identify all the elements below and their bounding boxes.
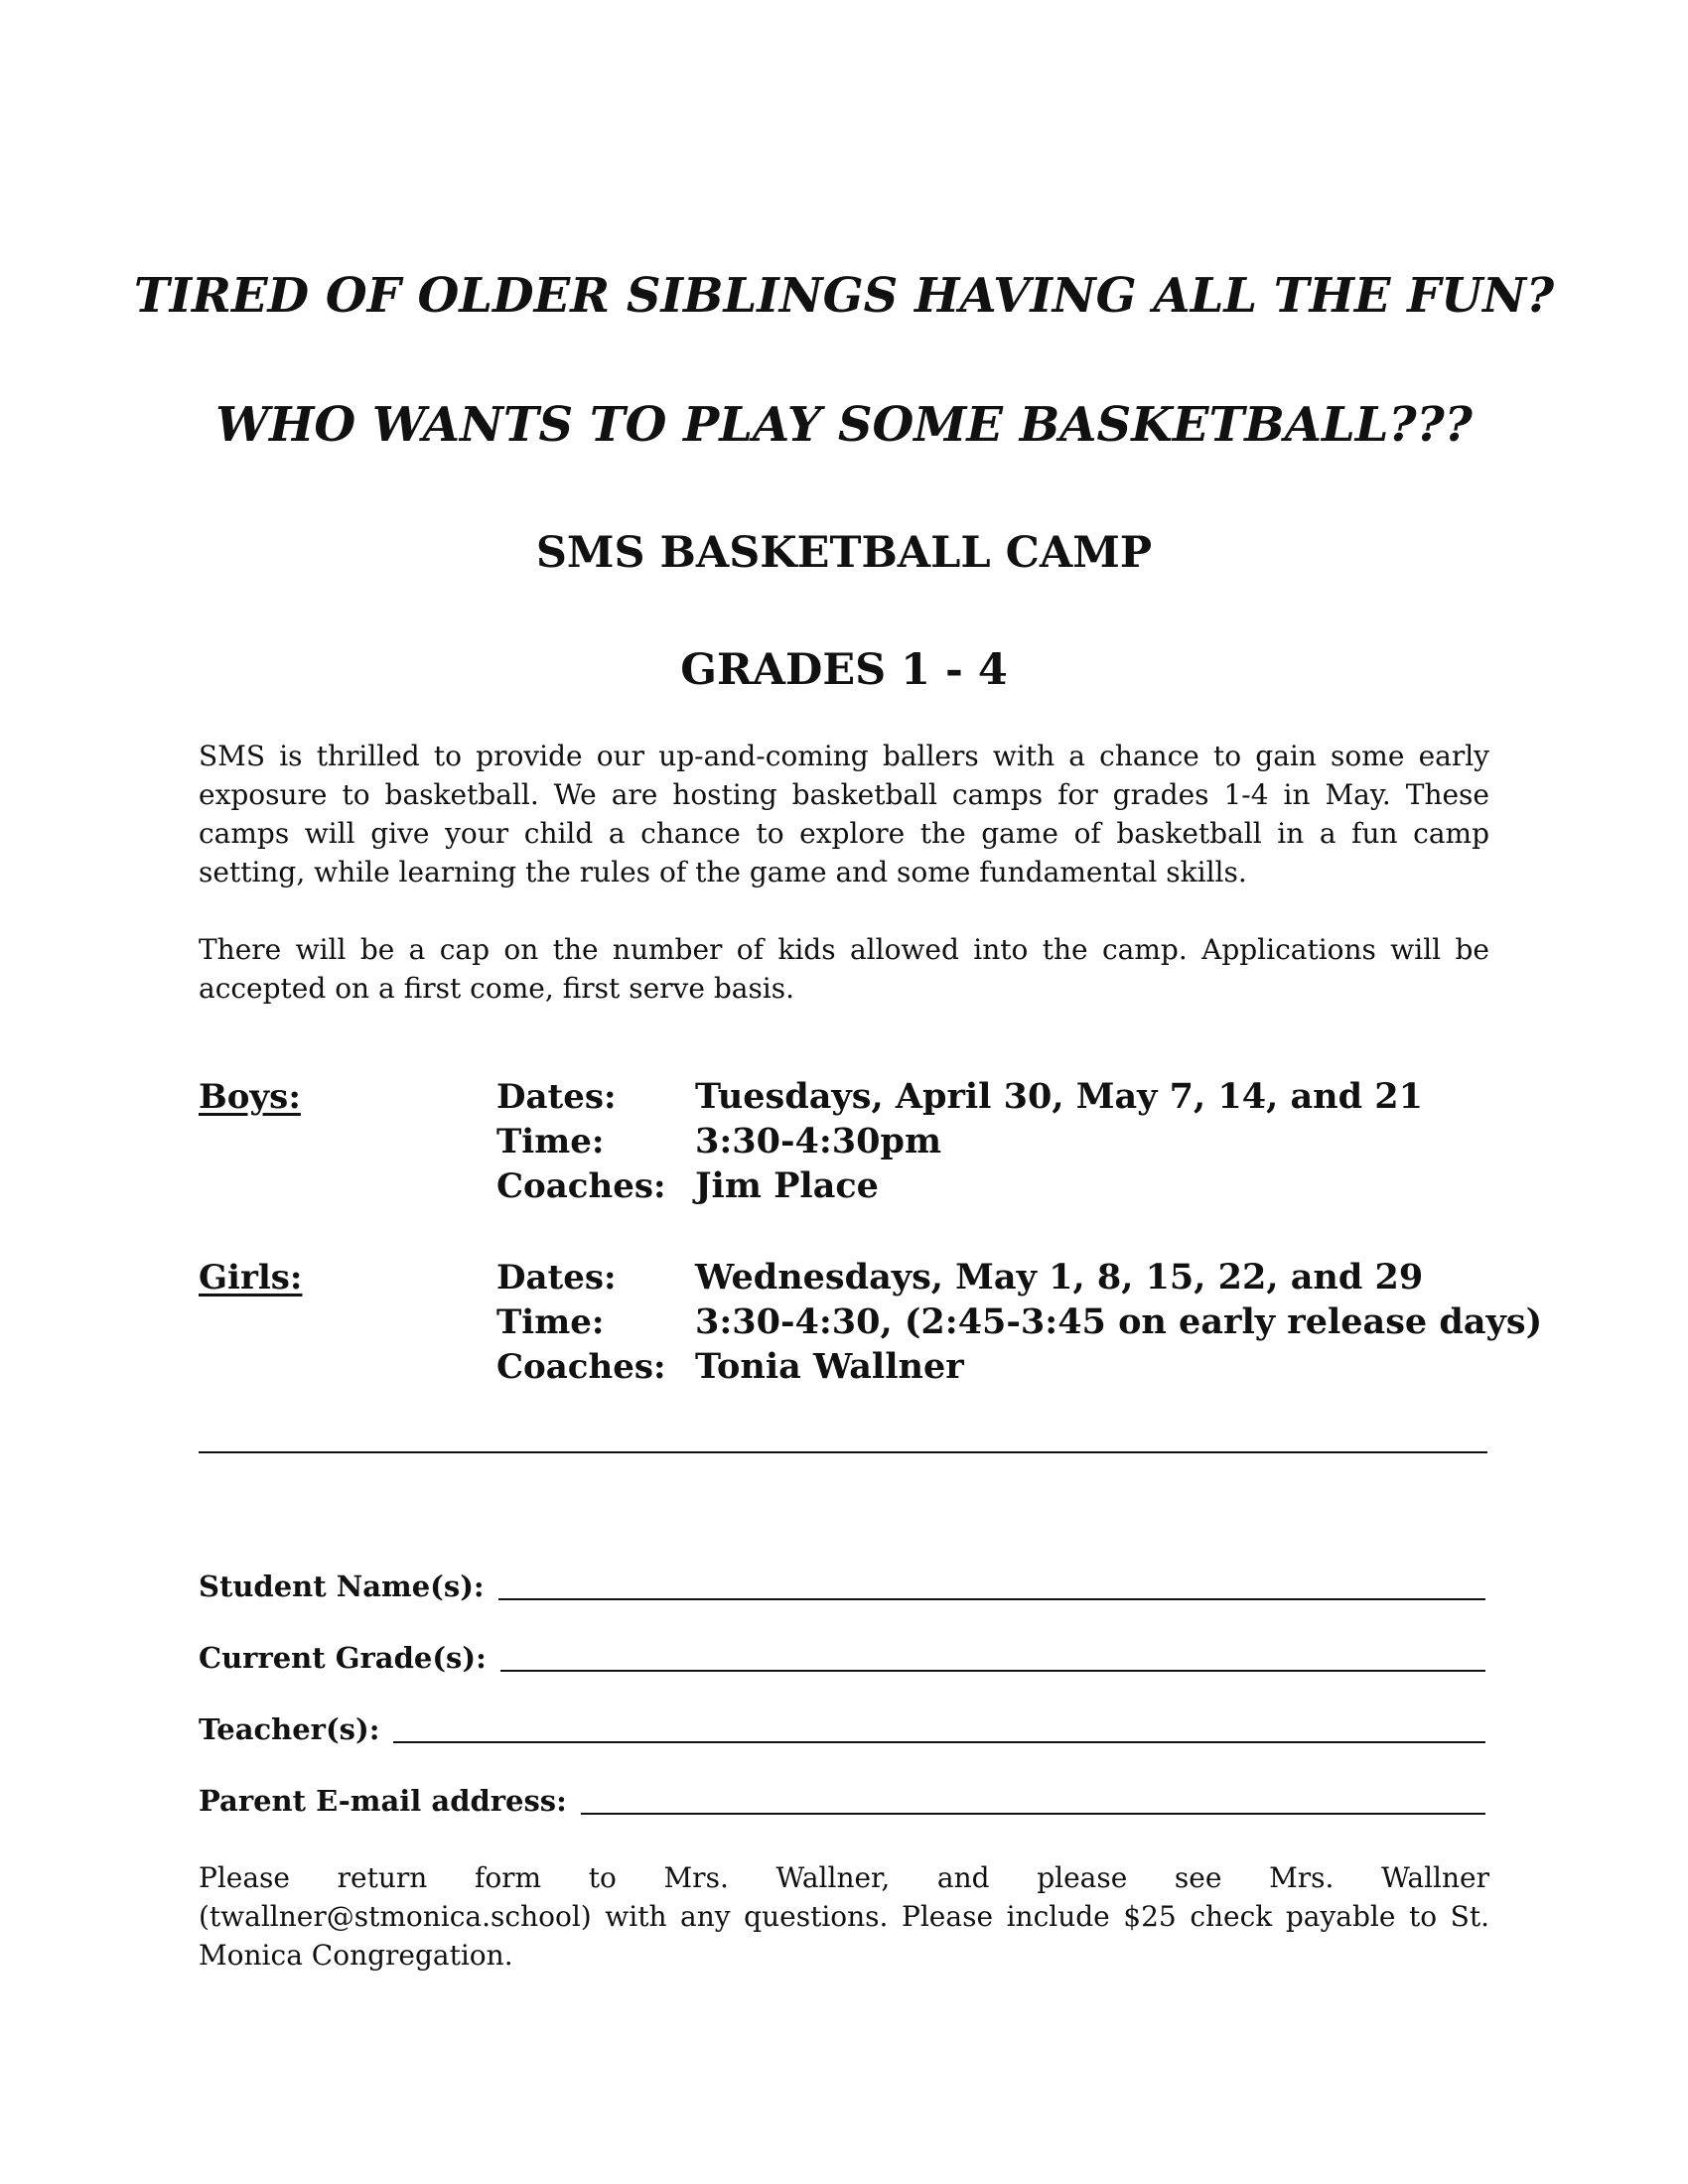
- girls-time-row: [496, 1299, 1543, 1345]
- headline-play-basketball: WHO WANTS TO PLAY SOME BASKETBALL???: [215, 397, 1473, 453]
- camp-title: SMS BASKETBALL CAMP: [535, 528, 1153, 578]
- boys-dates-label: Dates:: [496, 1077, 617, 1117]
- parent-email-label: Parent E-mail address:: [199, 1784, 567, 1818]
- grades-heading: GRADES 1 - 4: [680, 645, 1008, 695]
- boys-coaches-value: Jim Place: [695, 1165, 879, 1206]
- girls-coaches-row: [496, 1344, 1489, 1390]
- girls-coaches-value: Tonia Wallner: [695, 1346, 964, 1387]
- teacher-field[interactable]: [199, 1706, 1485, 1749]
- girls-time-value: 3:30-4:30, (2:45-3:45 on early release days): [695, 1301, 1543, 1342]
- cap-paragraph: There will be a cap on the number of kids allowed into the camp. Applications will be accepted on a first come, first serve basis.: [199, 933, 1489, 1005]
- girls-coaches-label: Coaches:: [496, 1347, 666, 1387]
- student-name-field[interactable]: [199, 1563, 1485, 1606]
- boys-time-label: Time:: [496, 1122, 605, 1161]
- current-grade-field[interactable]: [199, 1634, 1485, 1678]
- boys-dates-row: [496, 1074, 1489, 1120]
- boys-time-value: 3:30-4:30pm: [695, 1121, 941, 1161]
- girls-dates-value: Wednesdays, May 1, 8, 15, 22, and 29: [695, 1257, 1424, 1297]
- teacher-blank[interactable]: [393, 1707, 1485, 1743]
- boys-dates-value: Tuesdays, April 30, May 7, 14, and 21: [695, 1076, 1423, 1117]
- boys-coaches-label: Coaches:: [496, 1166, 666, 1206]
- intro-paragraph: SMS is thrilled to provide our up-and-coming ballers with a chance to gain some early exposure to basketball. We are hosting basketball camps for grades 1-4 in May. These camps will give your child a chance to explore the game of basketball in a fun camp setting, while learning the rules of the game and some fundamental skills.: [199, 740, 1489, 888]
- girls-dates-row: [496, 1255, 1489, 1300]
- girls-time-label: Time:: [496, 1302, 605, 1342]
- boys-coaches-row: [496, 1163, 1489, 1209]
- return-instructions: Please return form to Mrs. Wallner, and please see Mrs. Wallner (twallner@stmonica.school) with any questions. Please include $25 check payable to St. Monica Congregation.: [199, 1861, 1489, 1972]
- current-grade-label: Current Grade(s):: [199, 1641, 487, 1675]
- student-name-blank[interactable]: [498, 1565, 1485, 1600]
- current-grade-blank[interactable]: [500, 1636, 1485, 1672]
- teacher-label: Teacher(s):: [199, 1712, 380, 1746]
- boys-label: Boys:: [199, 1077, 301, 1117]
- headline-older-siblings: TIRED OF OLDER SIBLINGS HAVING ALL THE FUN?: [133, 268, 1555, 324]
- girls-dates-label: Dates:: [496, 1258, 617, 1297]
- parent-email-blank[interactable]: [581, 1779, 1485, 1815]
- parent-email-field[interactable]: [199, 1777, 1485, 1821]
- student-name-label: Student Name(s):: [199, 1570, 485, 1603]
- boys-time-row: [496, 1119, 1489, 1164]
- girls-label: Girls:: [199, 1258, 303, 1297]
- cut-line-divider: [199, 1451, 1487, 1453]
